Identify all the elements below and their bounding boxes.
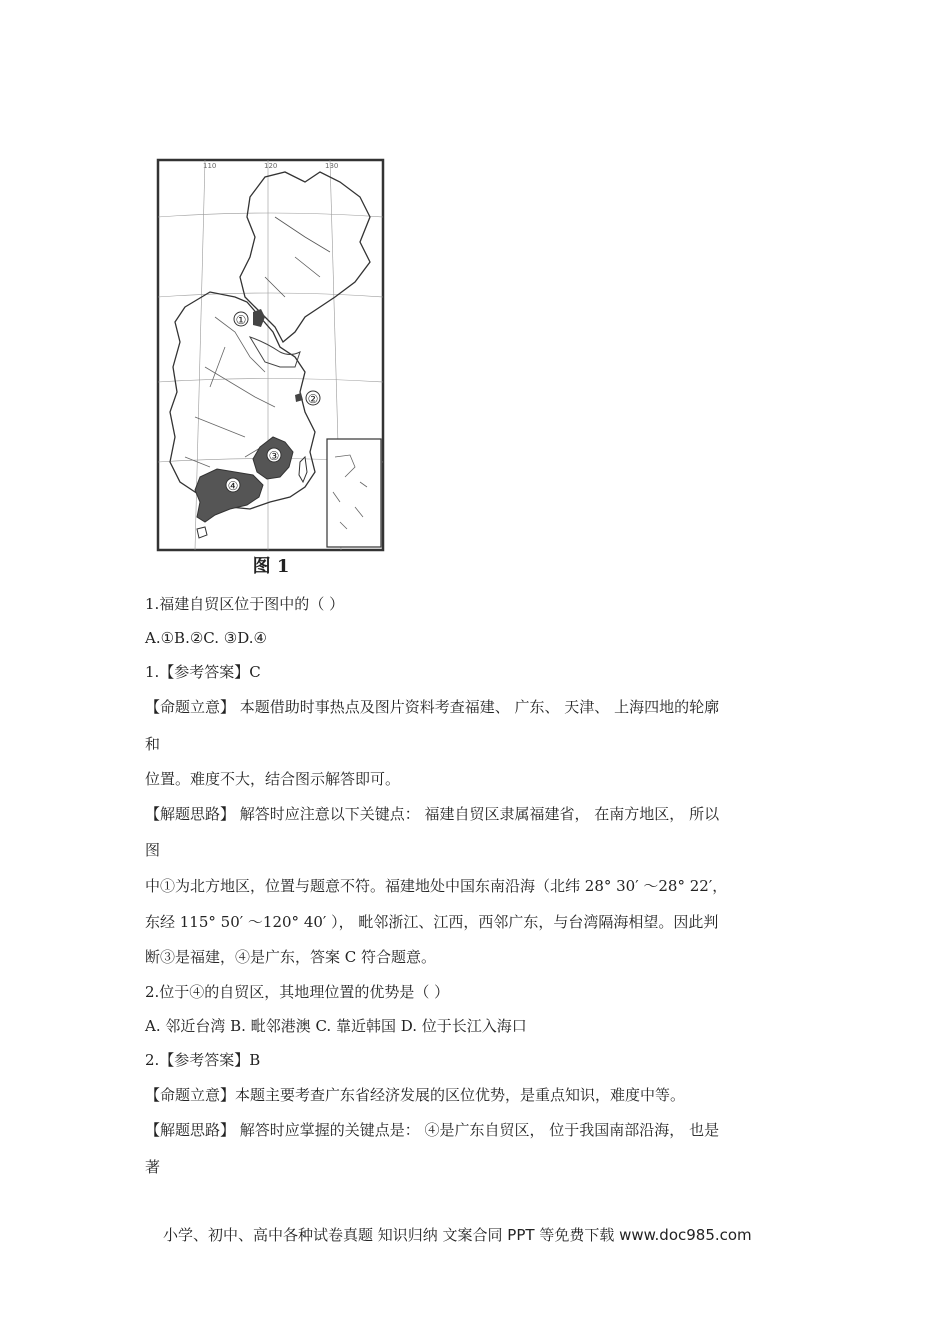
intent-1-line-1: 【命题立意】 本题借助时事热点及图片资料考查福建、 广东、 天津、 上海四地的轮廓 <box>145 698 720 716</box>
map-figure <box>155 157 387 577</box>
approach-1-line-4: 东经 115° 50′ ～120° 40′ ）， 毗邻浙江、江西，西邻广东，与台湾隔海相望。因此判 <box>145 913 719 931</box>
approach-2-line-1: 【解题思路】 解答时应掌握的关键点是： ④是广东自贸区， 位于我国南部沿海， 也是 <box>145 1121 720 1139</box>
question-2-options: A. 邻近台湾 B. 毗邻港澳 C. 靠近韩国 D. 位于长江入海口 <box>145 1017 527 1035</box>
lon-label-120: 120 <box>264 162 278 170</box>
lon-label-110: 110 <box>203 162 217 170</box>
approach-1-line-1: 【解题思路】 解答时应注意以下关键点： 福建自贸区隶属福建省， 在南方地区， 所以 <box>145 805 720 823</box>
lon-label-130: 130 <box>325 162 339 170</box>
footer-text: 小学、初中、高中各种试卷真题 知识归纳 文案合同 PPT 等免费下载 www.doc985.com <box>163 1226 752 1244</box>
approach-1-line-5: 断③是福建，④是广东，答案 C 符合题意。 <box>145 948 437 966</box>
answer-2: 2.【参考答案】B <box>145 1051 261 1069</box>
question-1: 1.福建自贸区位于图中的（ ） <box>145 595 345 613</box>
intent-1-line-3: 位置。难度不大，结合图示解答即可。 <box>145 770 401 788</box>
china-map <box>155 157 387 577</box>
approach-2-line-2: 著 <box>145 1158 161 1176</box>
answer-1: 1.【参考答案】C <box>145 663 261 681</box>
intent-2: 【命题立意】本题主要考查广东省经济发展的区位优势，是重点知识，难度中等。 <box>145 1086 686 1104</box>
intent-1-line-2: 和 <box>145 735 161 753</box>
question-2: 2.位于④的自贸区，其地理位置的优势是（ ） <box>145 983 450 1001</box>
marker-3: ③ <box>268 449 280 463</box>
marker-4: ④ <box>227 479 239 493</box>
marker-1: ① <box>235 313 247 327</box>
approach-1-line-2: 图 <box>145 841 161 859</box>
marker-2: ② <box>307 392 319 406</box>
figure-caption: 图 1 <box>252 556 290 577</box>
approach-1-line-3: 中①为北方地区，位置与题意不符。福建地处中国东南沿海（北纬 28° 30′ ～28° 22′， <box>145 877 728 895</box>
question-1-options: A.①B.②C. ③D.④ <box>145 629 267 647</box>
